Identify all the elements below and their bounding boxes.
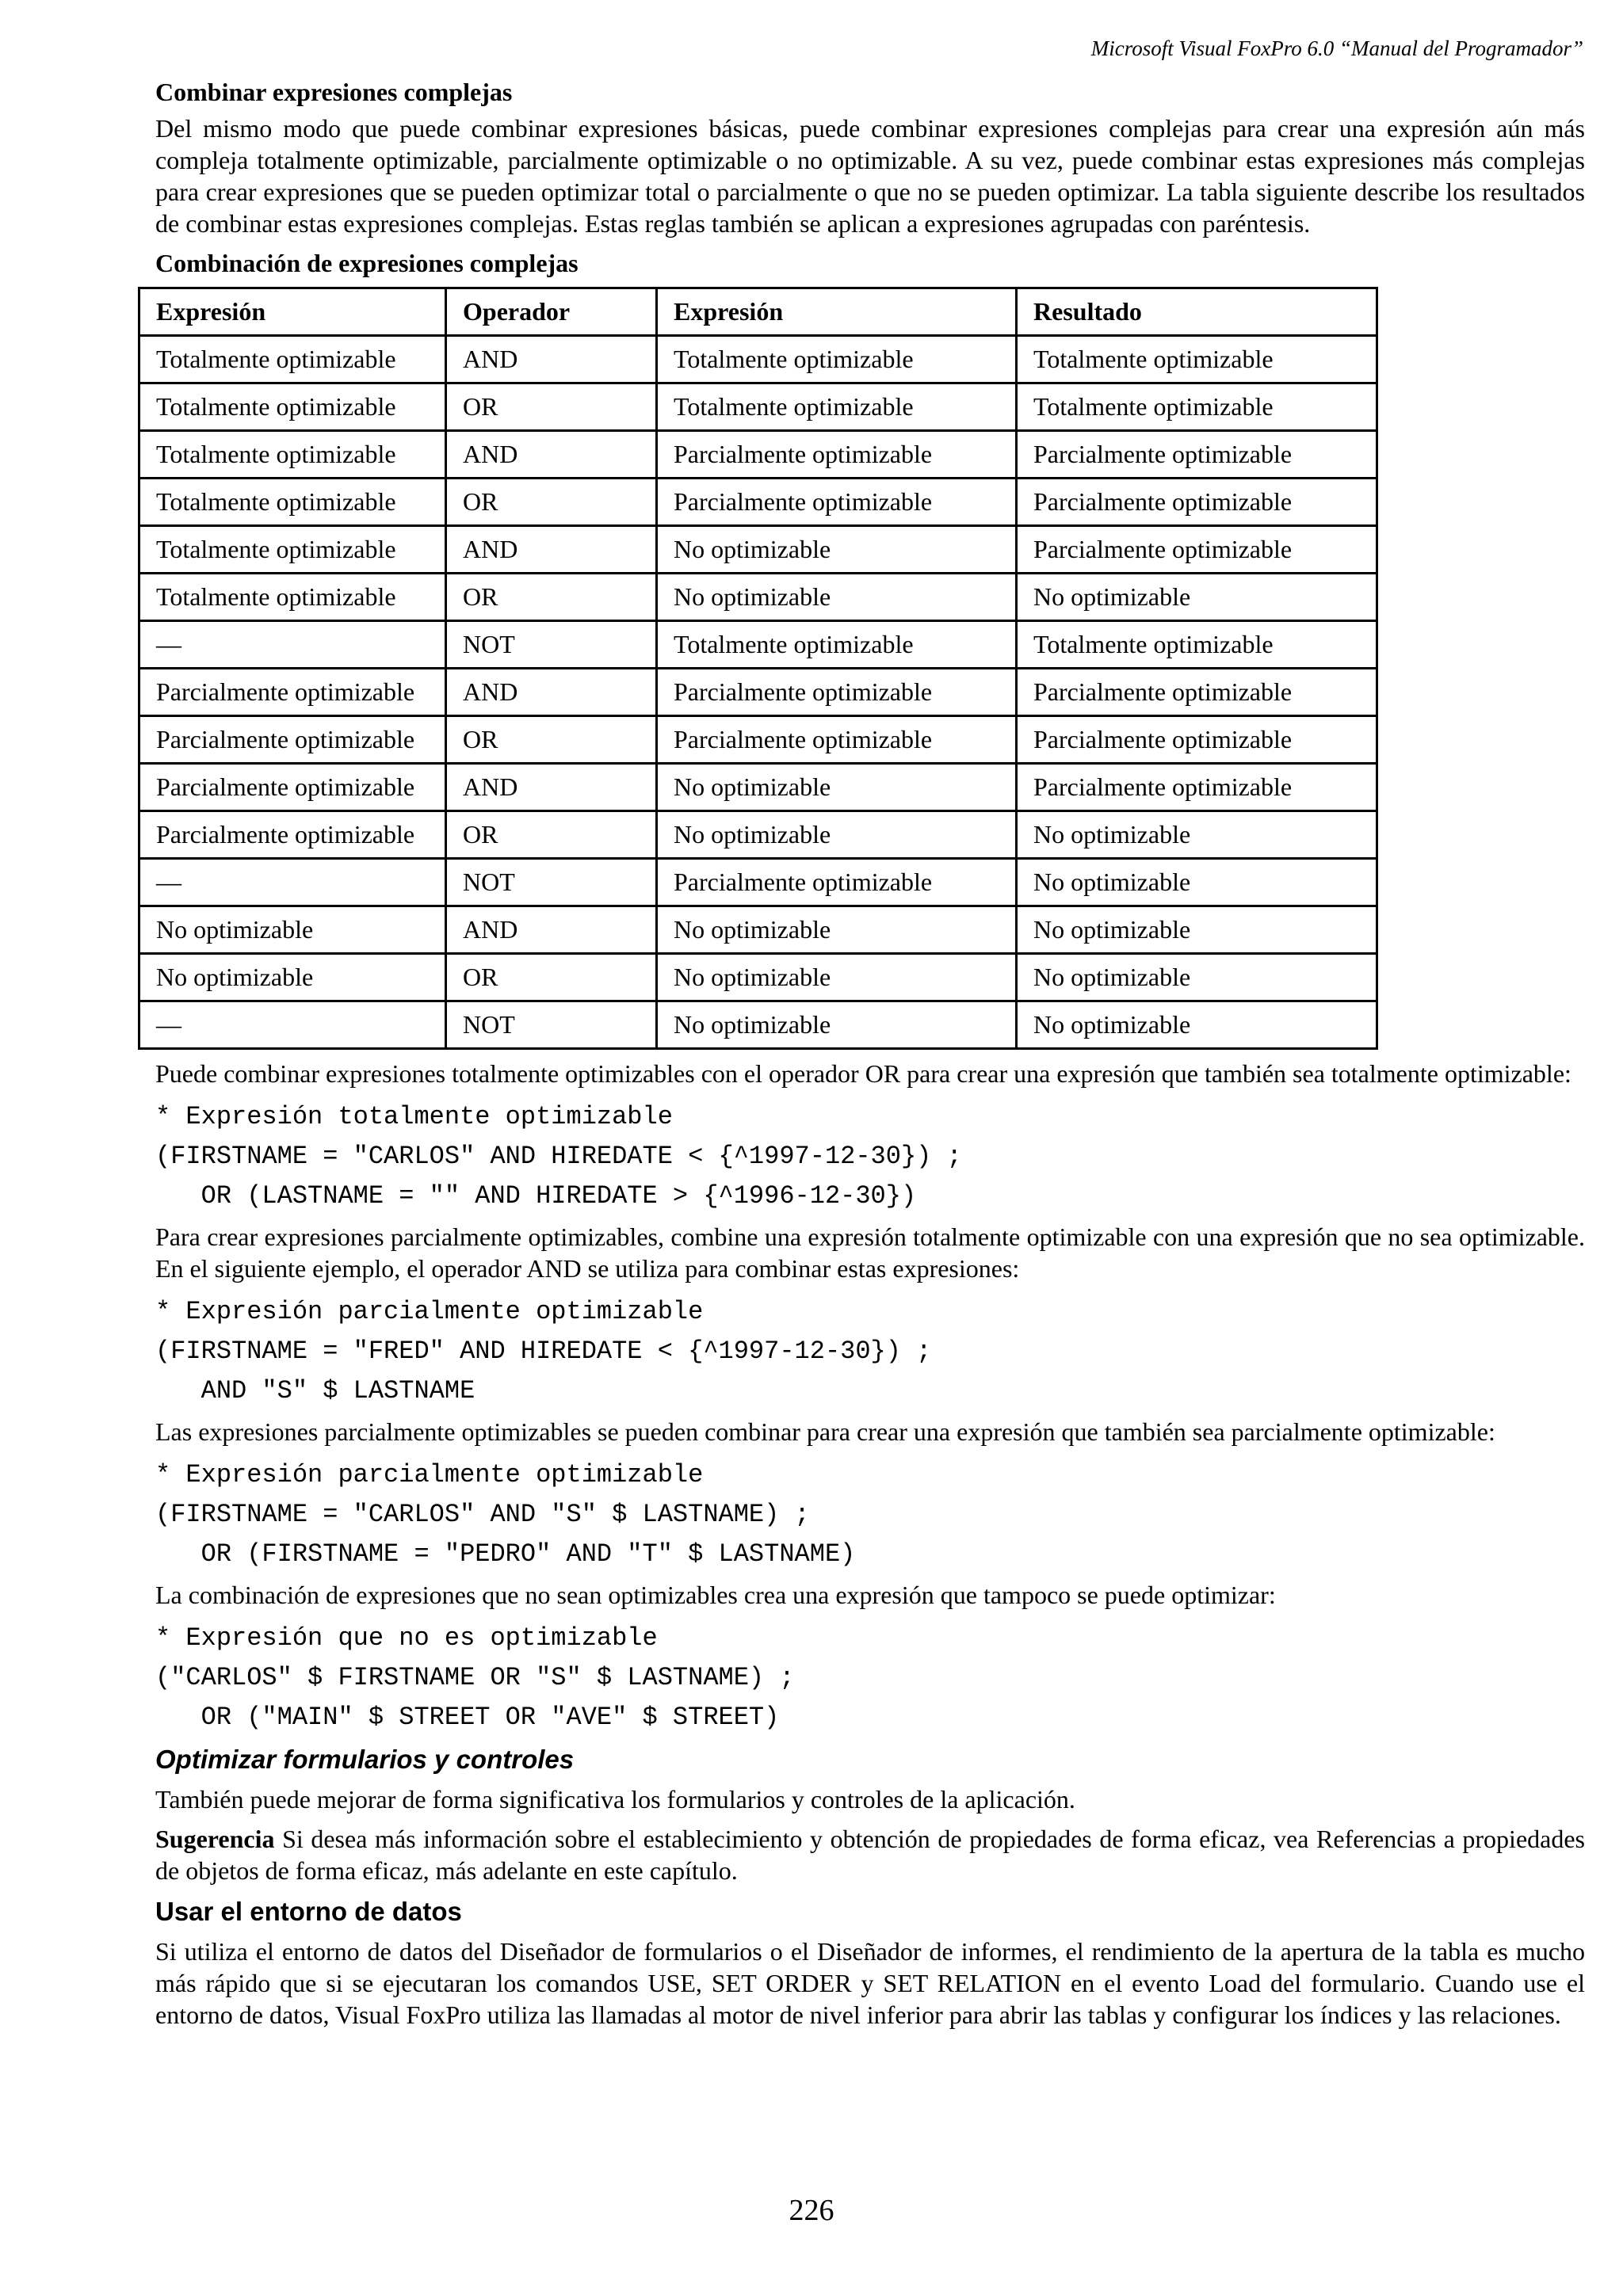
table-cell: No optimizable <box>1017 1001 1377 1049</box>
code-line: ("CARLOS" $ FIRSTNAME OR "S" $ LASTNAME) ; <box>155 1663 795 1692</box>
code-line: * Expresión parcialmente optimizable <box>155 1460 704 1489</box>
table-cell: OR <box>446 479 657 526</box>
table-cell: No optimizable <box>1017 574 1377 621</box>
table-cell: Parcialmente optimizable <box>657 859 1017 906</box>
table-cell: Totalmente optimizable <box>657 621 1017 669</box>
table-cell: Parcialmente optimizable <box>657 431 1017 479</box>
table-cell: Parcialmente optimizable <box>1017 669 1377 716</box>
table-cell: No optimizable <box>657 906 1017 954</box>
code-line: (FIRSTNAME = "FRED" AND HIREDATE < {^1997-12-30}) ; <box>155 1337 932 1366</box>
table-cell: No optimizable <box>139 906 446 954</box>
table-row <box>139 954 1377 1001</box>
table-row <box>139 574 1377 621</box>
table-row <box>139 383 1377 431</box>
table-cell: Parcialmente optimizable <box>139 716 446 764</box>
table-cell: Parcialmente optimizable <box>1017 526 1377 574</box>
table-cell: AND <box>446 764 657 811</box>
table-cell: Totalmente optimizable <box>1017 383 1377 431</box>
table-cell: — <box>139 621 446 669</box>
table-cell: Totalmente optimizable <box>1017 621 1377 669</box>
page-number: 226 <box>789 2194 834 2227</box>
table-header-row <box>139 288 1377 336</box>
table-cell: AND <box>446 431 657 479</box>
table-row <box>139 431 1377 479</box>
table-body <box>139 336 1377 1049</box>
table-cell: AND <box>446 336 657 383</box>
table-cell: Totalmente optimizable <box>139 336 446 383</box>
code-line: (FIRSTNAME = "CARLOS" AND "S" $ LASTNAME) ; <box>155 1500 810 1529</box>
table-cell: Parcialmente optimizable <box>1017 431 1377 479</box>
header-cell: Expresión <box>657 288 1017 336</box>
table-cell: Parcialmente optimizable <box>657 479 1017 526</box>
code-line: OR (FIRSTNAME = "PEDRO" AND "T" $ LASTNAME) <box>155 1539 856 1569</box>
table-cell: OR <box>446 811 657 859</box>
code-line: * Expresión parcialmente optimizable <box>155 1297 704 1326</box>
table-row <box>139 479 1377 526</box>
paragraph-no-optimizable: La combinación de expresiones que no sean optimizables crea una expresión que tampoco se puede optimizar: <box>155 1581 1276 1609</box>
table-row <box>139 526 1377 574</box>
table-row <box>139 1001 1377 1049</box>
code-block-no-optimizable <box>155 1619 1585 1737</box>
table-cell: No optimizable <box>657 1001 1017 1049</box>
table-cell: OR <box>446 383 657 431</box>
tip-paragraph <box>155 1823 1585 1886</box>
table-row <box>139 764 1377 811</box>
section-title-entorno: Usar el entorno de datos <box>155 1897 462 1926</box>
table-cell: No optimizable <box>1017 859 1377 906</box>
table-cell: AND <box>446 906 657 954</box>
header-cell: Operador <box>446 288 657 336</box>
paragraph-parcial: Para crear expresiones parcialmente optimizables, combine una expresión totalmente optimizable con una expresión que no sea optimizable. En el siguiente ejemplo, el operador AND se utiliza para combinar estas expresiones: <box>155 1222 1585 1283</box>
table-cell: NOT <box>446 1001 657 1049</box>
table-row <box>139 859 1377 906</box>
table-cell: No optimizable <box>657 811 1017 859</box>
table-row <box>139 906 1377 954</box>
table-cell: Totalmente optimizable <box>139 574 446 621</box>
table-cell: Totalmente optimizable <box>657 383 1017 431</box>
code-line: OR (LASTNAME = "" AND HIREDATE > {^1996-12-30}) <box>155 1181 917 1211</box>
code-line: * Expresión que no es optimizable <box>155 1623 658 1653</box>
table-cell: Parcialmente optimizable <box>139 764 446 811</box>
table-cell: Totalmente optimizable <box>139 431 446 479</box>
paragraph-formularios: También puede mejorar de forma significativa los formularios y controles de la aplicación. <box>155 1785 1075 1814</box>
table-cell: No optimizable <box>657 764 1017 811</box>
header-cell: Resultado <box>1017 288 1377 336</box>
table-cell: No optimizable <box>657 526 1017 574</box>
header-cell: Expresión <box>139 288 446 336</box>
table-cell: No optimizable <box>1017 954 1377 1001</box>
table-caption: Combinación de expresiones complejas <box>155 249 579 277</box>
table-row <box>139 621 1377 669</box>
table-cell: — <box>139 859 446 906</box>
table-row <box>139 716 1377 764</box>
table-cell: No optimizable <box>657 954 1017 1001</box>
code-block-parcial-combine <box>155 1455 1585 1574</box>
tip-label: Sugerencia <box>155 1825 275 1853</box>
paragraph-entorno: Si utiliza el entorno de datos del Diseñador de formularios o el Diseñador de informes, el rendimiento de la apertura de la tabla es mucho más rápido que si se ejecutaran los comandos USE, SET ORDER y SET RELATION en el evento Load del formulario. Cuando use el entorno de datos, Visual FoxPro utiliza las llamadas al motor de nivel inferior para abrir las tablas y configurar los índices y las relaciones. <box>155 1937 1585 2029</box>
table-row <box>139 336 1377 383</box>
table-cell: No optimizable <box>1017 906 1377 954</box>
intro-paragraph: Del mismo modo que puede combinar expresiones básicas, puede combinar expresiones complejas para crear una expresión aún más compleja totalmente optimizable, parcialmente optimizable o no optimizable. A su vez, puede combinar estas expresiones más complejas para crear expresiones que se pueden optimizar total o parcialmente o que no se pueden optimizar. La tabla siguiente describe los resultados de combinar estas expresiones complejas. Estas reglas también se aplican a expresiones agrupadas con paréntesis. <box>155 114 1585 238</box>
code-line: AND "S" $ LASTNAME <box>155 1376 475 1405</box>
table-cell: Parcialmente optimizable <box>1017 764 1377 811</box>
table-cell: NOT <box>446 621 657 669</box>
tip-text: Si desea más información sobre el establecimiento y obtención de propiedades de forma eficaz, vea Referencias a propiedades de objetos de forma eficaz, más adelante en este capítulo. <box>155 1825 1585 1885</box>
table-cell: Totalmente optimizable <box>139 526 446 574</box>
table-cell: Parcialmente optimizable <box>139 669 446 716</box>
paragraph-parcial-combine: Las expresiones parcialmente optimizables se pueden combinar para crear una expresión que también sea parcialmente optimizable: <box>155 1417 1495 1446</box>
section-title-combinar: Combinar expresiones complejas <box>155 78 513 106</box>
table-row <box>139 669 1377 716</box>
code-block-parcial <box>155 1292 1585 1411</box>
table-cell: Parcialmente optimizable <box>1017 716 1377 764</box>
table-cell: OR <box>446 574 657 621</box>
code-line: * Expresión totalmente optimizable <box>155 1102 673 1131</box>
table-cell: NOT <box>446 859 657 906</box>
page-content <box>155 76 1585 2039</box>
table-cell: Totalmente optimizable <box>657 336 1017 383</box>
table-cell: No optimizable <box>1017 811 1377 859</box>
table-cell: Parcialmente optimizable <box>1017 479 1377 526</box>
combination-table <box>138 287 1378 1050</box>
section-title-formularios: Optimizar formularios y controles <box>155 1745 575 1774</box>
table-cell: AND <box>446 526 657 574</box>
table-cell: Parcialmente optimizable <box>657 716 1017 764</box>
code-line: OR ("MAIN" $ STREET OR "AVE" $ STREET) <box>155 1703 780 1732</box>
table-cell: OR <box>446 954 657 1001</box>
table-cell: No optimizable <box>139 954 446 1001</box>
table-cell: Parcialmente optimizable <box>139 811 446 859</box>
running-head: Microsoft Visual FoxPro 6.0 “Manual del Programador” <box>1090 36 1583 60</box>
table-cell: OR <box>446 716 657 764</box>
table-cell: AND <box>446 669 657 716</box>
table-cell: Parcialmente optimizable <box>657 669 1017 716</box>
paragraph-or-total: Puede combinar expresiones totalmente optimizables con el operador OR para crear una expresión que también sea totalmente optimizable: <box>155 1059 1571 1088</box>
table-cell: — <box>139 1001 446 1049</box>
code-block-total <box>155 1097 1585 1216</box>
table-row <box>139 811 1377 859</box>
table-cell: Totalmente optimizable <box>139 479 446 526</box>
table-cell: No optimizable <box>657 574 1017 621</box>
code-line: (FIRSTNAME = "CARLOS" AND HIREDATE < {^1997-12-30}) ; <box>155 1142 962 1171</box>
table-cell: Totalmente optimizable <box>139 383 446 431</box>
table-cell: Totalmente optimizable <box>1017 336 1377 383</box>
